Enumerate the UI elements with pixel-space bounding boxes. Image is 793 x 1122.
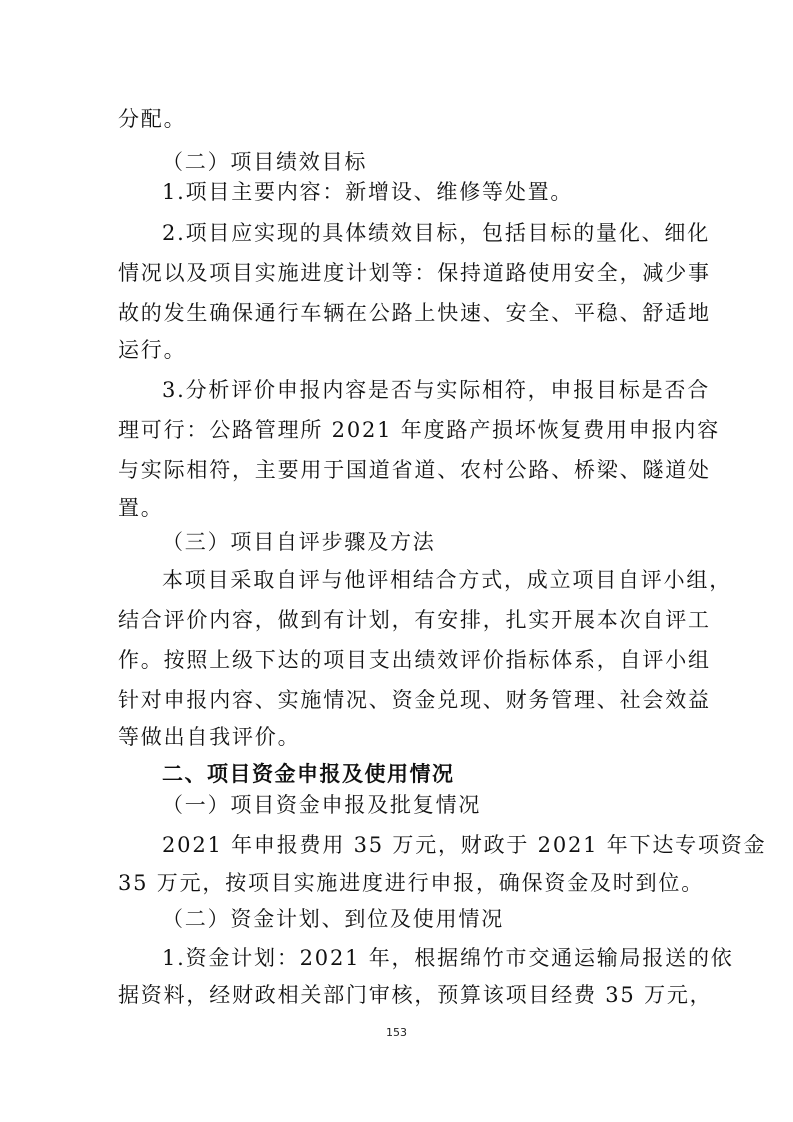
paragraph-line: 理可行：公路管理所 2021 年度路产损坏恢复费用申报内容 [118,418,720,442]
paragraph-line: 3.分析评价申报内容是否与实际相符，申报目标是否合 [162,378,711,402]
paragraph-line: 针对申报内容、实施情况、资金兑现、财务管理、社会效益 [118,688,711,712]
page-number: 153 [386,1026,407,1039]
paragraph-line: 1.项目主要内容：新增设、维修等处置。 [162,180,574,204]
paragraph-line: 35 万元，按项目实施进度进行申报，确保资金及时到位。 [118,871,704,895]
paragraph-line: 本项目采取自评与他评相结合方式，成立项目自评小组， [162,568,732,592]
paragraph-line: 情况以及项目实施进度计划等：保持道路使用安全，减少事 [118,261,711,285]
paragraph-line: 置。 [118,496,164,520]
paragraph-line: 2.项目应实现的具体绩效目标，包括目标的量化、细化 [162,221,711,245]
paragraph-line: 故的发生确保通行车辆在公路上快速、安全、平稳、舒适地 [118,301,711,325]
paragraph-line: 2021 年申报费用 35 万元，财政于 2021 年下达专项资金 [162,833,767,857]
subheading: （二）项目绩效目标 [162,150,368,174]
paragraph-line: 1.资金计划：2021 年，根据绵竹市交通运输局报送的依 [162,946,734,970]
paragraph-line: 等做出自我评价。 [118,725,301,749]
paragraph-line: 据资料，经财政相关部门审核，预算该项目经费 35 万元， [118,983,713,1007]
paragraph-line: 与实际相符，主要用于国道省道、农村公路、桥梁、隧道处 [118,458,711,482]
paragraph-line: 作。按照上级下达的项目支出绩效评价指标体系，自评小组 [118,648,711,672]
subheading: （二）资金计划、到位及使用情况 [162,907,504,931]
paragraph-line: 结合评价内容，做到有计划，有安排，扎实开展本次自评工 [118,608,711,632]
paragraph-line: 运行。 [118,338,187,362]
section-heading: 二、项目资金申报及使用情况 [162,762,455,786]
subheading: （一）项目资金申报及批复情况 [162,793,482,817]
subheading: （三）项目自评步骤及方法 [162,530,436,554]
paragraph-line: 分配。 [118,107,187,131]
